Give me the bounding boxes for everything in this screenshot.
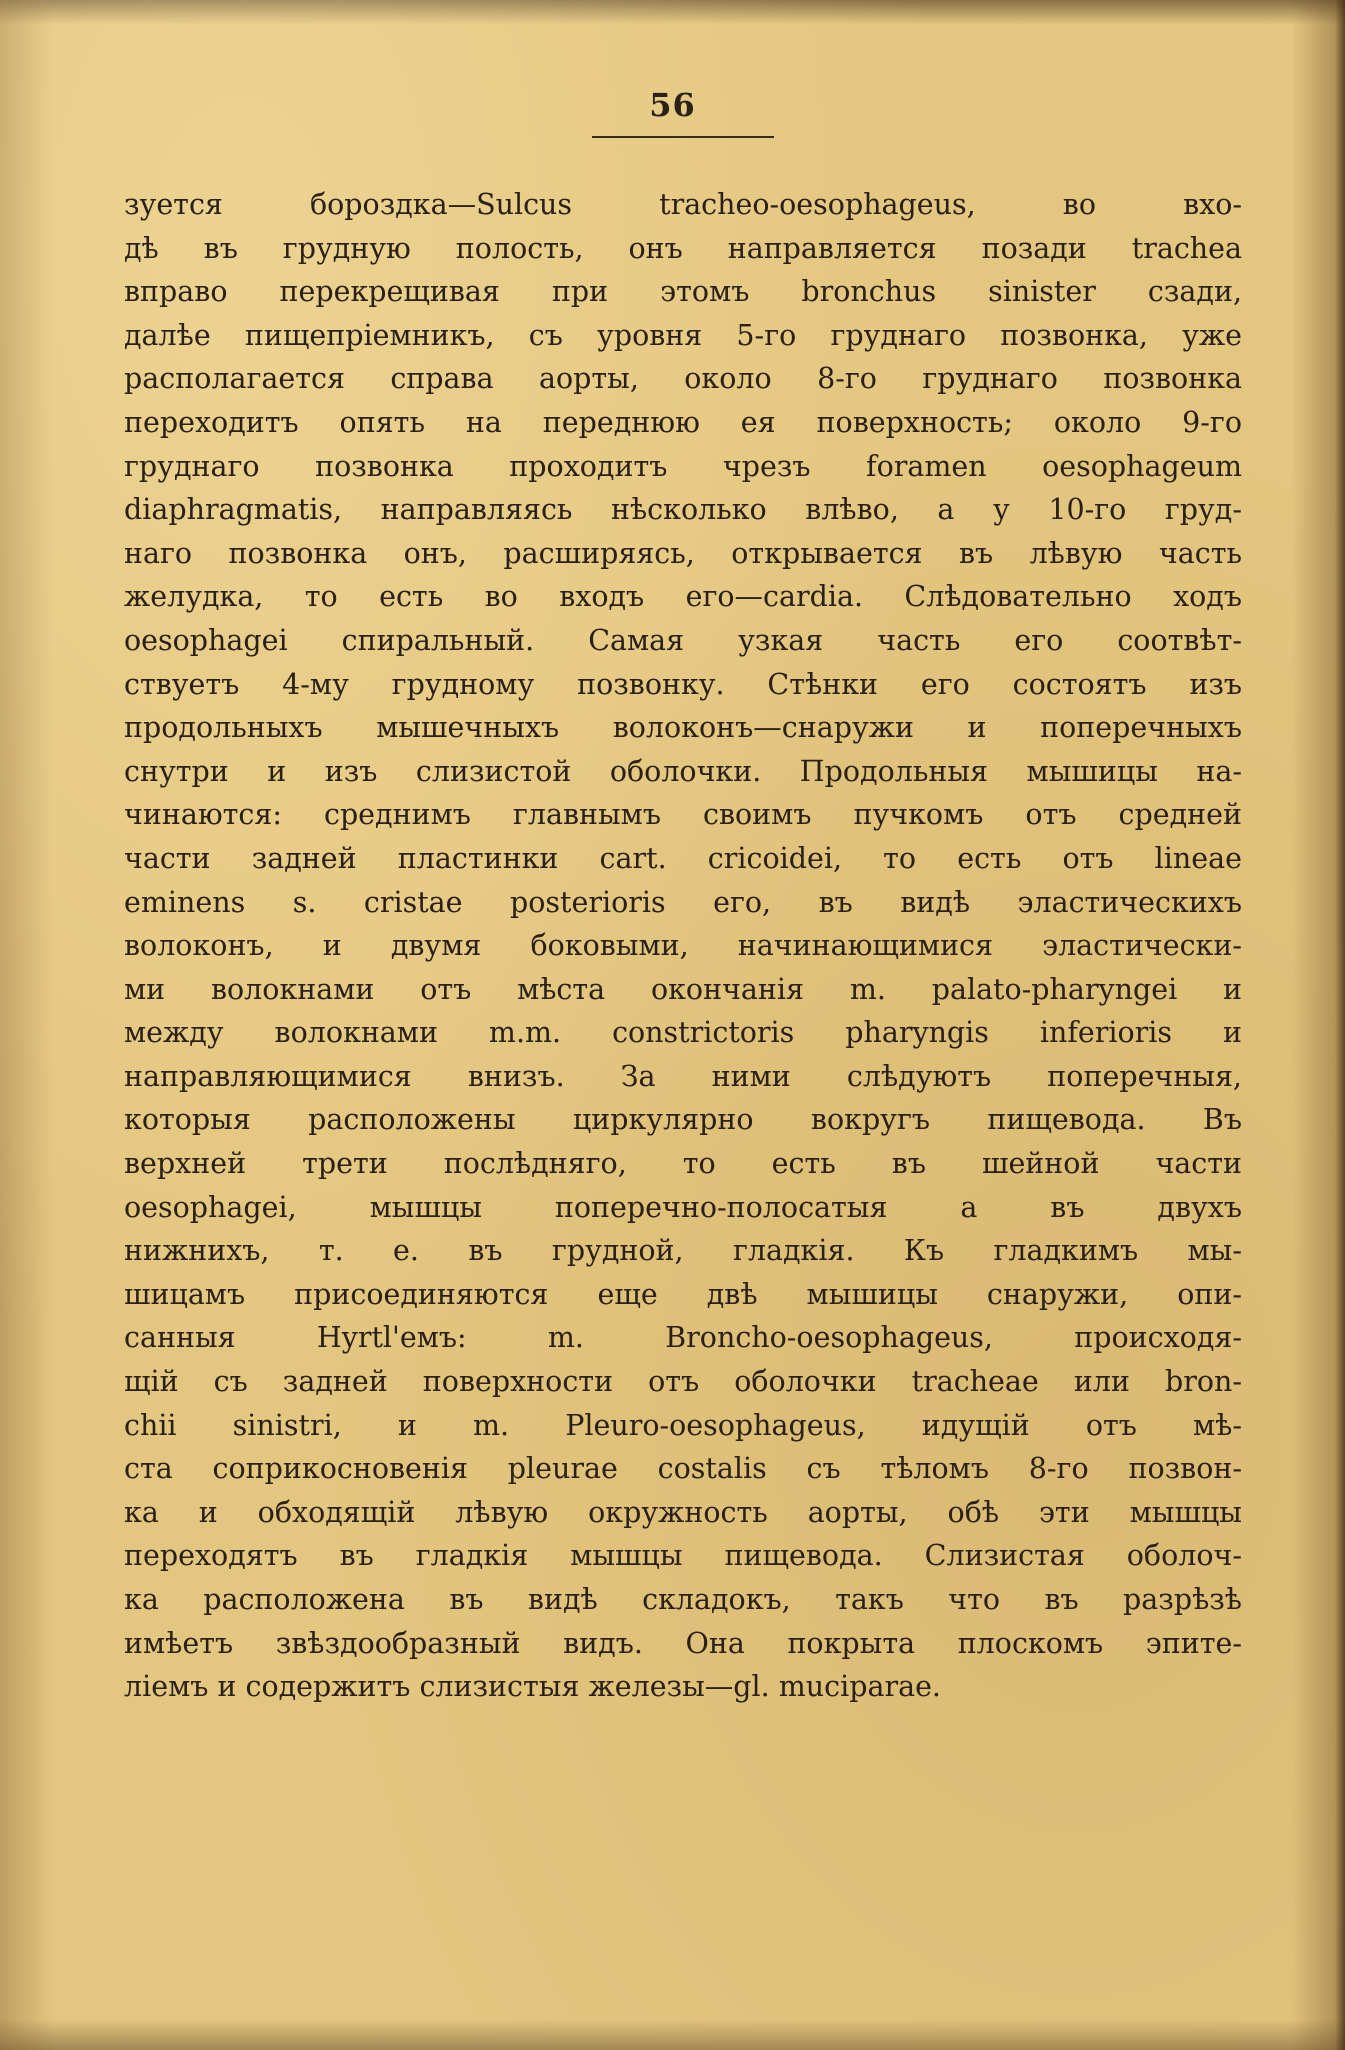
text-line bbox=[124, 575, 1242, 619]
text-line-content: ка расположена въ видѣ складокъ, такъ что въ разрѣзѣ bbox=[124, 1583, 1242, 1616]
text-line-content: волоконъ, и двумя боковыми, начинающимися эластически- bbox=[124, 929, 1242, 963]
text-line bbox=[124, 1360, 1242, 1404]
text-line bbox=[124, 1447, 1242, 1491]
text-line bbox=[124, 750, 1242, 794]
text-line bbox=[124, 1055, 1242, 1099]
text-line-content: направляющимися внизъ. За ними слѣдуютъ поперечныя, bbox=[124, 1059, 1242, 1093]
text-line bbox=[124, 1273, 1242, 1317]
text-line bbox=[124, 1665, 1242, 1709]
text-line-content: diaphragmatis, направляясь нѣсколько влѣво, а у 10-го груд- bbox=[124, 493, 1242, 527]
text-line-content: между волокнами m.m. constrictoris pharyngis inferioris и bbox=[124, 1016, 1242, 1050]
text-line bbox=[124, 793, 1242, 837]
text-line bbox=[124, 1404, 1242, 1448]
text-line-content: располагается справа аорты, около 8-го груднаго позвонка bbox=[124, 362, 1242, 396]
text-line-content: вправо перекрещивая при этомъ bronchus sinister сзади, bbox=[124, 275, 1242, 309]
text-line-content: санныя Hyrtl'емъ: m. Broncho-oesophageus, происходя- bbox=[124, 1321, 1242, 1355]
text-line-content: ствуетъ 4-му грудному позвонку. Стѣнки его состоятъ изъ bbox=[124, 667, 1242, 701]
text-line-content: chii sinistri, и m. Pleuro-oesophageus, идущій отъ мѣ- bbox=[124, 1408, 1242, 1442]
text-line bbox=[124, 445, 1242, 489]
text-line-content: желудка, то есть во входъ его—cardia. Слѣдовательно ходъ bbox=[124, 580, 1242, 614]
text-line-content: шицамъ присоединяются еще двѣ мышицы снаружи, опи- bbox=[124, 1277, 1242, 1311]
text-line bbox=[124, 1186, 1242, 1230]
text-line bbox=[124, 1534, 1242, 1578]
text-line-content: oesophagei, мышцы поперечно-полосатыя а въ двухъ bbox=[124, 1190, 1242, 1224]
text-line-content: верхней трети послѣдняго, то есть въ шейной части bbox=[124, 1147, 1242, 1181]
text-line bbox=[124, 532, 1242, 576]
text-line-content: переходитъ опять на переднюю ея поверхность; около 9-го bbox=[124, 405, 1242, 439]
text-line-content: ліемъ и содержитъ слизистыя железы—gl. muciparae. bbox=[124, 1670, 941, 1704]
text-line-content: ста соприкосновенія pleurae costalis съ тѣломъ 8-го позвон- bbox=[124, 1452, 1242, 1486]
text-line bbox=[124, 227, 1242, 271]
text-line bbox=[124, 1491, 1242, 1535]
text-line bbox=[124, 183, 1242, 227]
text-line bbox=[124, 401, 1242, 445]
text-line-content: нижнихъ, т. е. въ грудной, гладкія. Къ гладкимъ мы- bbox=[124, 1234, 1242, 1268]
page-number: 56 bbox=[649, 86, 696, 124]
text-line-content: дѣ въ грудную полость, онъ направляется позади trachea bbox=[124, 231, 1242, 265]
text-line-content: которыя расположены циркулярно вокругъ пищевода. Въ bbox=[124, 1103, 1242, 1137]
text-line bbox=[124, 663, 1242, 707]
text-line bbox=[124, 924, 1242, 968]
text-line bbox=[124, 1622, 1242, 1666]
text-line bbox=[124, 488, 1242, 532]
text-line bbox=[124, 1229, 1242, 1273]
text-line-content: зуется бороздка—Sulcus tracheo-oesophageus, во вхо- bbox=[124, 188, 1242, 221]
text-line bbox=[124, 1142, 1242, 1186]
text-line bbox=[124, 1098, 1242, 1142]
page-edge-shadow bbox=[1335, 0, 1345, 2050]
text-line-content: наго позвонка онъ, расширяясь, открывается въ лѣвую часть bbox=[124, 536, 1242, 570]
text-line-content: ми волокнами отъ мѣста окончанія m. palato-pharyngei и bbox=[124, 972, 1242, 1006]
text-line-content: oesophagei спиральный. Самая узкая часть его соотвѣт- bbox=[124, 623, 1242, 657]
text-line bbox=[124, 270, 1242, 314]
text-line bbox=[124, 706, 1242, 750]
text-line-content: снутри и изъ слизистой оболочки. Продольныя мышицы на- bbox=[124, 754, 1242, 788]
text-line bbox=[124, 314, 1242, 358]
text-line-content: продольныхъ мышечныхъ волоконъ—снаружи и поперечныхъ bbox=[124, 711, 1242, 745]
text-line-content: переходятъ въ гладкія мышцы пищевода. Слизистая оболоч- bbox=[124, 1539, 1242, 1573]
text-line bbox=[124, 881, 1242, 925]
body-text bbox=[124, 183, 1242, 1709]
text-line bbox=[124, 1011, 1242, 1055]
text-line bbox=[124, 619, 1242, 663]
text-line bbox=[124, 1316, 1242, 1360]
text-line-content: имѣетъ звѣздообразный видъ. Она покрыта плоскомъ эпите- bbox=[124, 1626, 1242, 1660]
text-line-content: ка и обходящій лѣвую окружность аорты, обѣ эти мышцы bbox=[124, 1495, 1242, 1529]
text-line-content: части задней пластинки cart. cricoidei, то есть отъ lineae bbox=[124, 841, 1242, 875]
text-line-content: далѣе пищепріемникъ, съ уровня 5-го груднаго позвонка, уже bbox=[124, 318, 1242, 352]
text-line bbox=[124, 357, 1242, 401]
header-rule bbox=[592, 136, 774, 138]
text-line-content: груднаго позвонка проходитъ чрезъ foramen oesophageum bbox=[124, 449, 1242, 483]
text-line bbox=[124, 1578, 1242, 1622]
text-line-content: щій съ задней поверхности отъ оболочки tracheae или bron- bbox=[124, 1365, 1242, 1399]
text-line-content: eminens s. cristae posterioris его, въ видѣ эластическихъ bbox=[124, 885, 1242, 919]
text-line bbox=[124, 837, 1242, 881]
text-line bbox=[124, 968, 1242, 1012]
text-line-content: чинаются: среднимъ главнымъ своимъ пучкомъ отъ средней bbox=[124, 798, 1242, 832]
